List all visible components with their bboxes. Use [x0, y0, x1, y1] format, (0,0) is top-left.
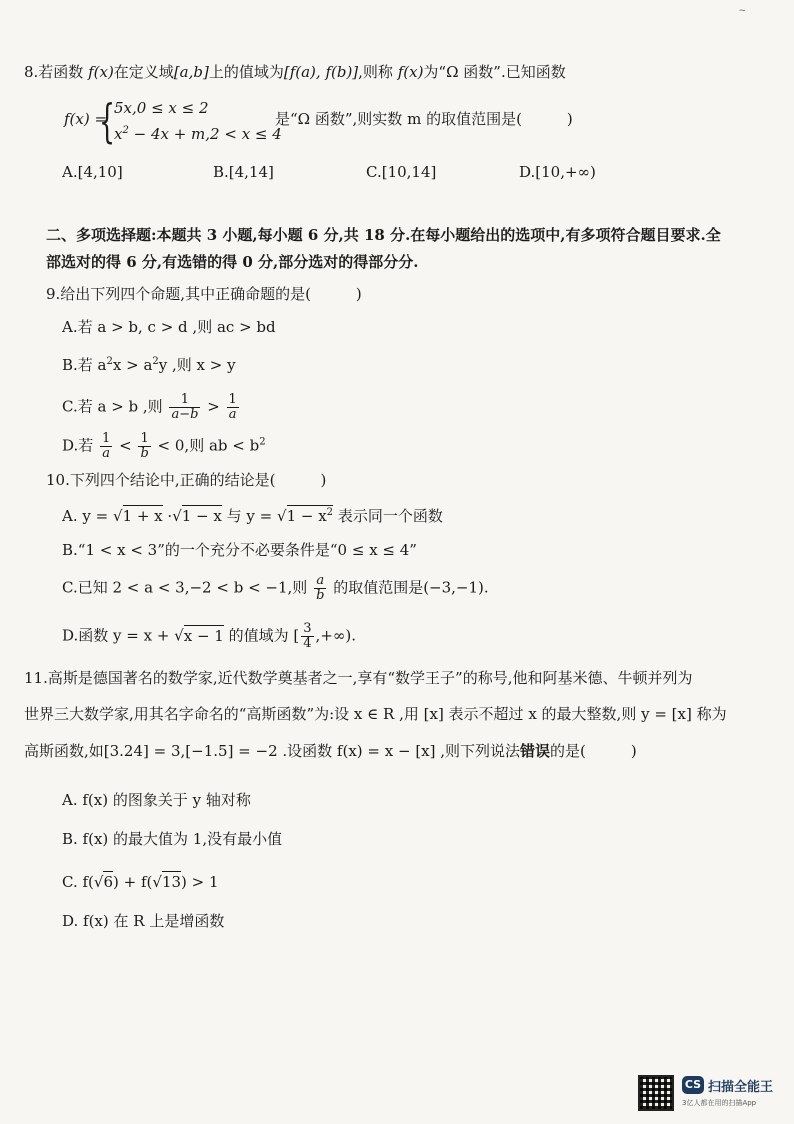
section2-header-line1: 二、多项选择题:本题共 3 小题,每小题 6 分,共 18 分.在每小题给出的选项中,有多项符合题目要求.全: [46, 226, 721, 244]
q9-c-fraction-left: $\frac{1}{a-b}$: [171, 392, 199, 422]
q11-option-b: B. f(x) 的最大值为 1,没有最小值: [62, 830, 283, 848]
q9-option-d: D.若 $\frac{1}{a}$ < $\frac{1}{b}$ < 0,则 ab < $b^2$: [62, 431, 266, 461]
q8-option-c: C.[10,14]: [366, 163, 437, 181]
scanner-app-name: 扫描全能王: [708, 1080, 774, 1095]
q11-line3: 高斯函数,如[3.24] = 3,[−1.5] = −2 .设函数 f(x) = x − [x] ,则下列说法错误的是( ): [24, 742, 637, 760]
q10-option-d: D.函数 y = x + √x − 1 的值域为 [ $\frac{3}{4}$ ,+∞).: [62, 621, 356, 651]
q11-option-a: A. f(x) 的图象关于 y 轴对称: [62, 791, 251, 809]
section2-header-line2: 部选对的得 6 分,有选错的得 0 分,部分选对的得部分分.: [46, 253, 419, 271]
q9-option-c: C.若 a > b ,则 $\frac{1}{a-b}$ > $\frac{1}{a}$: [62, 392, 237, 422]
scanner-tagline: 3亿人都在用的扫描App: [682, 1099, 757, 1107]
q8-piecewise-brace: {: [99, 94, 116, 148]
q8-option-b: B.[4,14]: [213, 163, 274, 181]
q11-emphasis-wrong: 错误: [520, 742, 551, 760]
q9-option-b: B.若 $a^2x > a^2y$ ,则 x > y: [62, 356, 236, 374]
q8-piece-1: 5x,0 ≤ x ≤ 2: [114, 99, 209, 117]
q11-option-c: C. f(√6) + f(√13) > 1: [62, 873, 219, 891]
q8-option-d: D.[10,+∞): [519, 163, 596, 181]
q8-option-a: A.[4,10]: [62, 163, 123, 181]
q11-line2: 世界三大数学家,用其名字命名的“高斯函数”为:设 x ∈ R ,用 [x] 表示不超过 x 的最大整数,则 y = [x] 称为: [24, 705, 727, 723]
qr-code-icon: [638, 1075, 674, 1111]
q11-line1: 11.高斯是德国著名的数学家,近代数学奠基者之一,享有“数学王子”的称号,他和阿基米德、牛顿并列为: [24, 669, 693, 687]
corner-mark: ~: [738, 6, 746, 16]
q10-option-a: A. y = √1 + x ·√1 − x 与 $y = √1 - x^2$ 表示同一个函数: [62, 507, 443, 525]
camscanner-logo-icon: CS: [682, 1076, 704, 1094]
q10-option-b: B.“1 < x < 3”的一个充分不必要条件是“0 ≤ x ≤ 4”: [62, 541, 417, 559]
q9-stem: 9.给出下列四个命题,其中正确命题的是( ): [46, 285, 362, 303]
q9-d-fraction-a: $\frac{1}{a}$: [102, 431, 111, 461]
q11-option-d: D. f(x) 在 R 上是增函数: [62, 912, 225, 930]
q9-option-a: A.若 a > b, c > d ,则 ac > bd: [62, 318, 276, 336]
q8-stem: 8.若函数 f(x)在定义域[a,b]上的值域为[f(a), f(b)],则称 f(x)为“Ω 函数”.已知函数: [24, 63, 566, 81]
q10-d-fraction: $\frac{3}{4}$: [303, 621, 312, 651]
q8-function-lhs: f(x) =: [64, 110, 108, 128]
q8-tail: 是“Ω 函数”,则实数 m 的取值范围是( ): [275, 110, 573, 128]
q10-c-fraction: $\frac{a}{b}$: [316, 573, 325, 603]
q8-piece-2: $x^2 - 4x + m,2 < x \le 4$: [114, 125, 282, 143]
q9-d-fraction-b: $\frac{1}{b}$: [140, 431, 149, 461]
q10-option-c: C.已知 2 < a < 3,−2 < b < −1,则 $\frac{a}{b}$ 的取值范围是(−3,−1).: [62, 573, 489, 603]
q10-stem: 10.下列四个结论中,正确的结论是( ): [46, 471, 327, 489]
q9-c-fraction-right: $\frac{1}{a}$: [228, 392, 237, 422]
